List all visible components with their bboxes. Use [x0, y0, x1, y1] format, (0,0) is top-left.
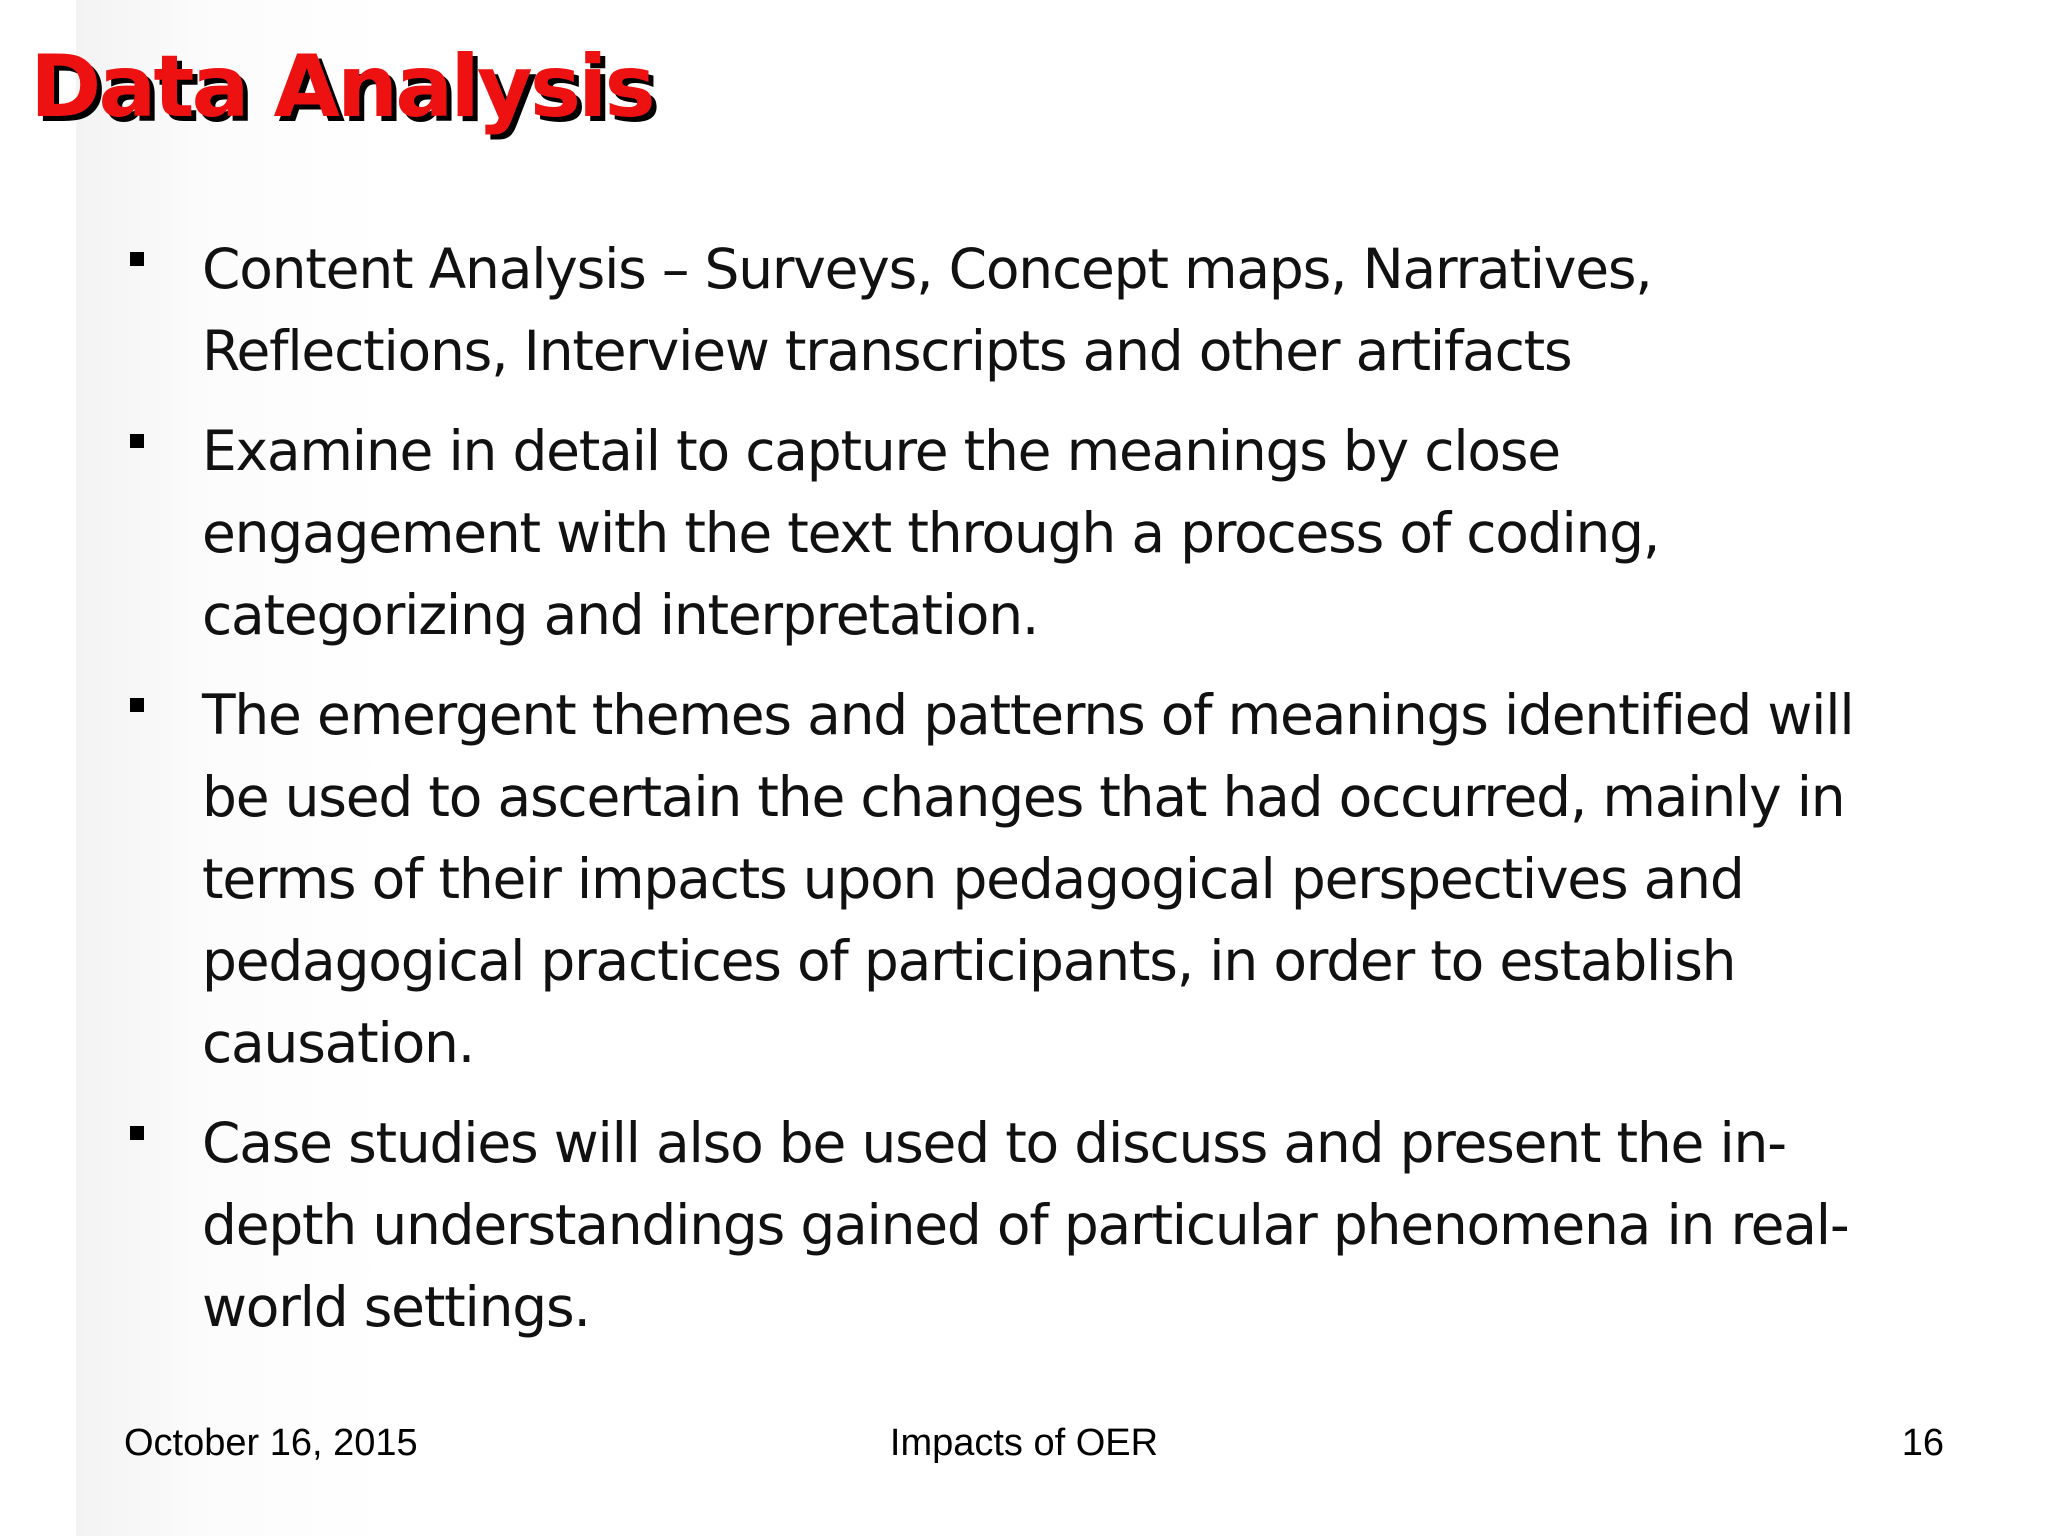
list-item — [124, 228, 1904, 392]
footer-title: Impacts of OER — [889, 1422, 1159, 1464]
bullet-text: Case studies will also be used to discuss and present the in-depth understandings gained of particular phenomena in real-world settings. — [202, 1111, 1849, 1339]
square-bullet-icon — [130, 252, 144, 266]
bullet-text: Examine in detail to capture the meanings by close engagement with the text through a process of coding, categorizing and interpretation. — [202, 419, 1660, 647]
bullet-text: The emergent themes and patterns of meanings identified will be used to ascertain the changes that had occurred, mainly in terms of their impacts upon pedagogical perspectives and pedagogical practices of participants, in order to establish causation. — [202, 683, 1854, 1075]
square-bullet-icon — [130, 698, 144, 712]
page-number: 16 — [1901, 1422, 1944, 1464]
footer-date: October 16, 2015 — [124, 1422, 418, 1464]
list-item — [124, 674, 1904, 1084]
bullet-text: Content Analysis – Surveys, Concept maps, Narratives, Reflections, Interview transcripts and other artifacts — [202, 237, 1652, 383]
bullet-list — [124, 228, 1904, 1366]
list-item — [124, 1102, 1904, 1348]
list-item — [124, 410, 1904, 656]
square-bullet-icon — [130, 1126, 144, 1140]
square-bullet-icon — [130, 434, 144, 448]
slide-title: Data Analysis — [30, 37, 653, 137]
